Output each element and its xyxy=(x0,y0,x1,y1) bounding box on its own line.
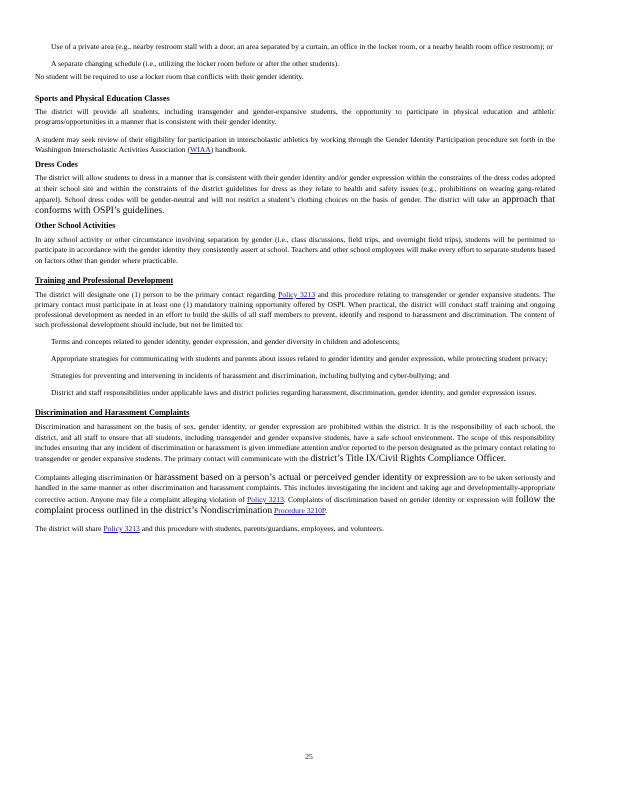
paragraph: In any school activity or other circumstance involving separation by gender (i.e., class discussions, field trips, and overnight field trips), students will be permitted to participate in accordance with the gender identity they consistently assert at school. Teachers and other school employees will make every effort to separate students based on factors other than gender where practicable. xyxy=(35,235,555,265)
text: district’s Title IX/Civil Rights Compliance Officer. xyxy=(310,453,506,465)
text: A student may seek review of their eligibility for participation in interscholastic athletics by working through the Gender Identity Participation procedure set forth in the Washington Interscholastic Activities Association ( xyxy=(35,135,555,155)
text: Complaints alleging discrimination xyxy=(35,473,143,483)
procedure-3210p-link[interactable]: Procedure 3210P xyxy=(274,505,326,515)
text: The district will designate one (1) person to be the primary contact regarding xyxy=(35,289,276,299)
list-item xyxy=(35,337,555,347)
wiaa-link[interactable]: WIAA xyxy=(190,145,211,155)
bullet-text: Use of a private area (e.g., nearby restroom stall with a door, an area separated by a curtain, an office in the locker room, or a nearby health room office restroom); or xyxy=(51,42,553,51)
bullet-text: Appropriate strategies for communicating with students and parents about issues related to gender identity and gender expression, while protecting student privacy; xyxy=(51,353,548,363)
text: follow the complaint process outlined in the district’s Nondiscrimination xyxy=(35,493,556,516)
list-item xyxy=(35,42,555,52)
bullet-text: Terms and concepts related to gender identity, gender expression, and gender diversity in children and adolescents; xyxy=(51,336,400,346)
paragraph xyxy=(35,135,555,155)
paragraph: No student will be required to use a locker room that conflicts with their gender identity. xyxy=(35,72,304,82)
section-heading-sports: Sports and Physical Education Classes xyxy=(35,93,170,103)
policy-3213-link[interactable]: Policy 3213 xyxy=(246,494,284,504)
paragraph xyxy=(35,173,555,216)
text: . Complaints of discrimination based on gender identity or expression will xyxy=(283,494,514,504)
section-heading-other-activities: Other School Activities xyxy=(35,221,116,231)
list-item xyxy=(35,371,555,381)
list-item xyxy=(35,354,555,364)
paragraph xyxy=(35,472,555,516)
text: The district will allow students to dress in a manner that is consistent with their gender identity and/or gender expression within the constraints of the dress codes adopted at their school site and within the constraints of the district guidelines for dress as they relate to health and safety issues (e.g., prohibitions on wearing gang-related apparel). School dress codes will be gender-neutral and will not restrict a student’s clothing choices on the basis of gender. The district will take an xyxy=(35,173,555,204)
text: . xyxy=(325,505,328,515)
policy-3213-link[interactable]: Policy 3213 xyxy=(278,289,316,299)
paragraph xyxy=(35,422,555,464)
page-number: 25 xyxy=(305,752,313,761)
text: approach that conforms with OSPI’s guidelines. xyxy=(35,193,555,217)
text: and this procedure relating to transgender or gender expansive students. The primary contact must participate in at least one (1) mandatory training opportunity offered by OSPI. When practical, the district will conduct staff training and ongoing professional development as needed in an effort to build the skills of all staff members to prevent, identify and respond to harassment and discrimination. The content of such professional development should include, but not be limited to: xyxy=(35,289,555,330)
section-heading-training: Training and Professional Development xyxy=(35,275,174,285)
bullet-text: A separate changing schedule (i.e., utilizing the locker room before or after the other students). xyxy=(51,59,340,69)
document-page xyxy=(35,42,555,534)
bullet-text: Strategies for preventing and intervening in incidents of harassment and discrimination, including bullying and cyber-bullying; and xyxy=(51,371,450,381)
list-item xyxy=(35,59,555,69)
bullet-text: District and staff responsibilities under applicable laws and district policies regarding harassment, discrimination, gender identity, and gender expression issues. xyxy=(51,388,537,398)
text: or harassment based on a person’s actual or perceived gender identity or expression xyxy=(144,472,466,484)
text: are to be taken seriously and handled in the same manner as other discrimination and harassment complaints. This includes investigating the incident and taking age and developmentally-appropriate corrective action. Anyone may file a complaint alleging violation of xyxy=(35,473,556,504)
policy-3213-link[interactable]: Policy 3213 xyxy=(103,524,140,534)
text: ) handbook. xyxy=(210,145,247,155)
paragraph xyxy=(35,290,555,331)
section-heading-dress-codes: Dress Codes xyxy=(35,160,78,170)
paragraph: The district will provide all students, including transgender and gender-expansive students, the opportunity to participate in physical education and athletic programs/opportunities in a manner that is consistent with their gender identity. xyxy=(35,106,555,126)
text: The district will share xyxy=(35,524,102,534)
paragraph xyxy=(35,524,555,534)
text: Discrimination and harassment on the basis of sex, gender identity, or gender expression are prohibited within the district. It is the responsibility of each school, the district, and all staff to ensure that all students, including transgender and gender expansive students, have a safe school environment. The scope of this responsibility includes ensuring that any incident of discrimination or harassment is given immediate attention and/or reported to the person designated as the primary contact relating to transgender or gender expansive students. The primary contact will communicate with the xyxy=(35,422,555,464)
section-heading-complaints: Discrimination and Harassment Complaints xyxy=(35,408,190,418)
text: and this procedure with students, parents/guardians, employees, and volunteers. xyxy=(141,524,384,534)
list-item xyxy=(35,388,555,398)
